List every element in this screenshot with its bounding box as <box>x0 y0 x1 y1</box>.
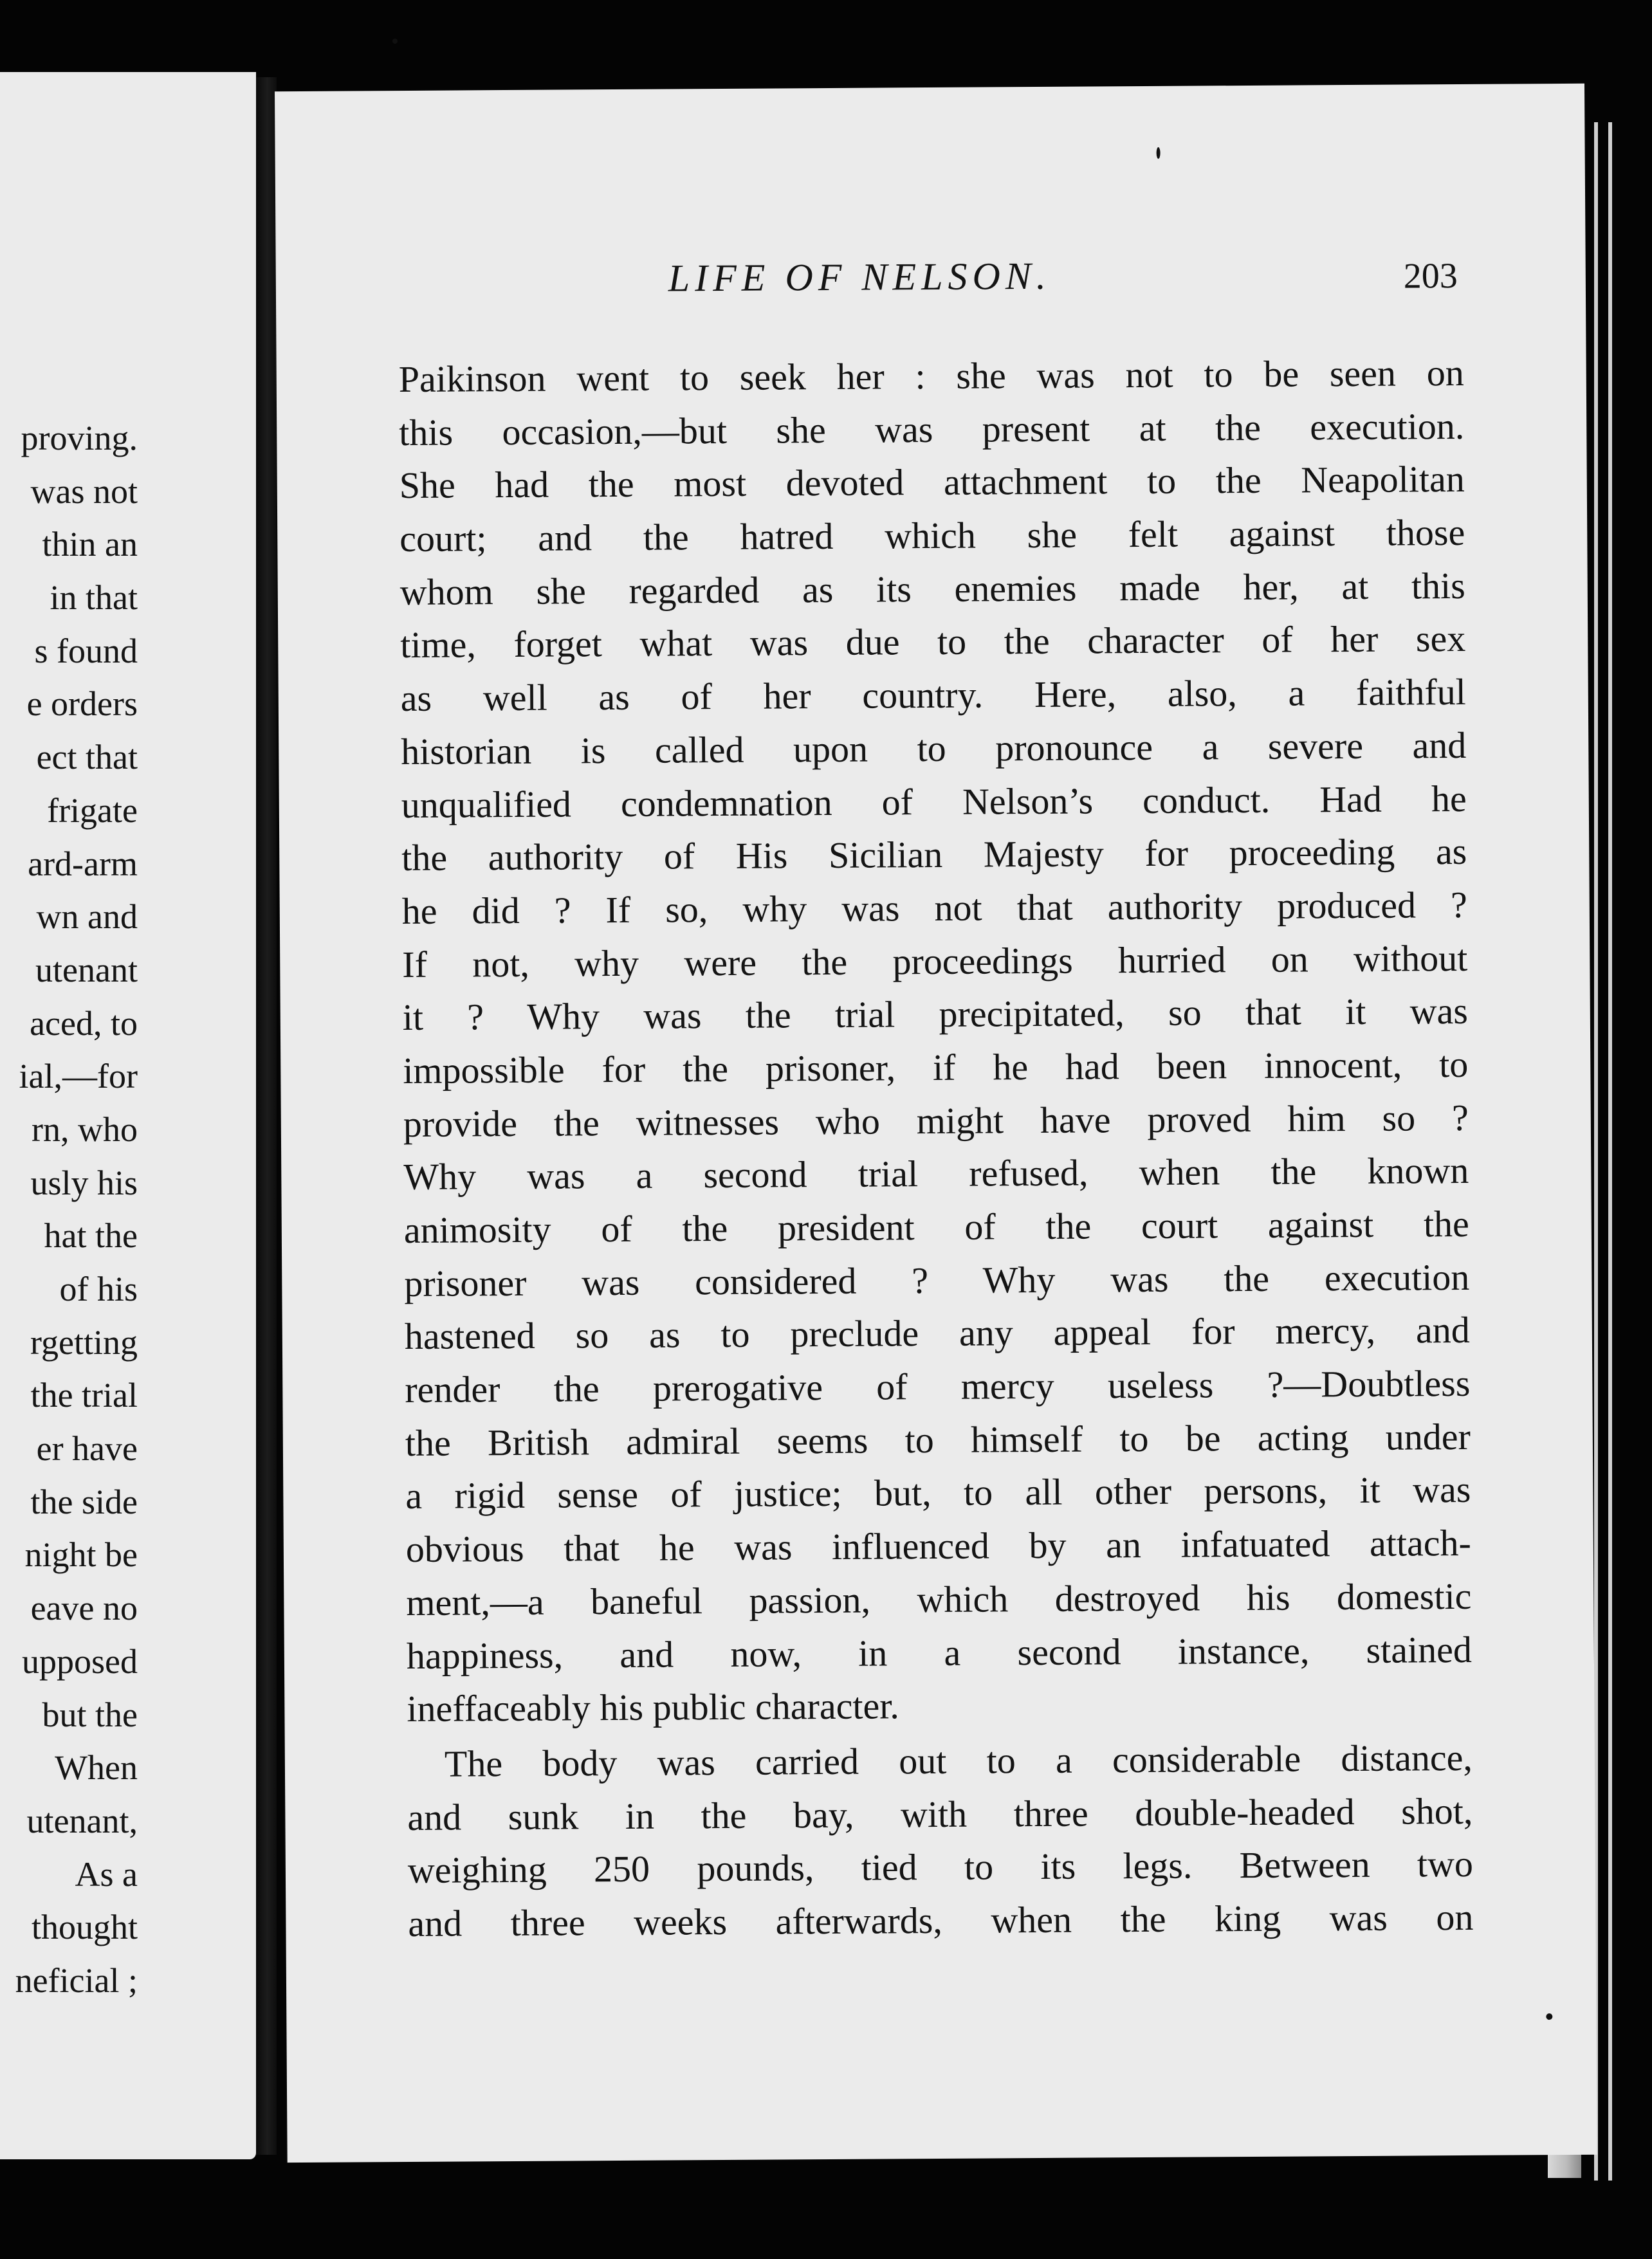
left-line: upposed <box>22 1642 138 1681</box>
text-line: this occasion,—but she was present at the execution. <box>399 405 1465 453</box>
left-line: thin an <box>42 525 138 564</box>
left-line: rn, who <box>32 1110 138 1149</box>
text-line: a rigid sense of justice; but, to all other persons, it was <box>405 1468 1471 1517</box>
text-line: prisoner was considered ? Why was the execution <box>404 1256 1470 1304</box>
left-line: but the <box>42 1695 138 1734</box>
text-line: weighing 250 pounds, tied to its legs. Between two <box>407 1843 1474 1892</box>
text-line: The body was carried out to a considerable distance, <box>444 1736 1473 1785</box>
page-number: 203 <box>1403 255 1458 297</box>
text-line: hastened so as to preclude any appeal for mercy, and <box>404 1309 1471 1358</box>
text-line: impossible for the prisoner, if he had been innocent, to <box>403 1043 1469 1092</box>
text-line: court; and the hatred which she felt against those <box>399 511 1465 560</box>
left-line: When <box>55 1748 138 1788</box>
paragraph <box>407 1732 1474 1951</box>
left-line: As a <box>75 1854 138 1894</box>
text-line: ineffaceably his public character. <box>407 1685 900 1730</box>
text-line: historian is called upon to pronounce a severe and <box>401 724 1467 773</box>
left-line: s found <box>34 631 138 670</box>
left-line: ard-arm <box>28 844 138 883</box>
left-line: neficial ; <box>15 1961 138 2000</box>
left-line: usly his <box>30 1163 138 1202</box>
text-line: he did ? If so, why was not that authority produced ? <box>401 883 1467 932</box>
body-text <box>399 347 1474 1951</box>
text-line: the British admiral seems to himself to be acting under <box>405 1415 1471 1464</box>
left-line: the trial <box>30 1376 138 1415</box>
running-head: LIFE OF NELSON. <box>668 254 1052 300</box>
book-gutter <box>256 77 277 2155</box>
text-line: and three weeks afterwards, when the king was on <box>408 1896 1474 1944</box>
left-line: aced, to <box>30 1003 138 1043</box>
page-edge-line <box>1608 122 1612 2181</box>
left-line: wn and <box>36 897 138 937</box>
text-line: unqualified condemnation of Nelson’s conduct. Had he <box>401 777 1467 826</box>
text-line: provide the witnesses who might have proved him so ? <box>403 1096 1469 1145</box>
left-line: ect that <box>36 738 138 777</box>
text-line: and sunk in the bay, with three double-headed shot, <box>407 1789 1473 1838</box>
left-facing-page <box>0 72 256 2159</box>
left-line: of his <box>59 1270 138 1308</box>
text-line: She had the most devoted attachment to the Neapolitan <box>399 458 1465 507</box>
left-line: was not <box>30 471 138 511</box>
text-line: it ? Why was the trial precipitated, so that it was <box>402 990 1468 1039</box>
text-line: animosity of the president of the court against the <box>403 1202 1470 1252</box>
left-line: the side <box>30 1482 138 1521</box>
left-line: frigate <box>47 791 138 830</box>
ink-speck <box>1546 2013 1552 2020</box>
text-line: obvious that he was influenced by an infatuated attach- <box>405 1522 1472 1571</box>
left-line: proving. <box>21 419 138 457</box>
left-page-text-fragments <box>0 412 138 2007</box>
left-line: ial,—for <box>19 1057 138 1096</box>
text-line: ment,—a baneful passion, which destroyed his domestic <box>406 1575 1472 1623</box>
left-line: eave no <box>30 1589 138 1628</box>
left-line: thought <box>31 1908 138 1947</box>
text-line: whom she regarded as its enemies made her, at this <box>399 564 1465 613</box>
text-line: Paikinson went to seek her : she was not to be seen on <box>398 351 1464 401</box>
paragraph <box>399 347 1473 1736</box>
left-line: e orders <box>26 684 138 724</box>
text-line: time, forget what was due to the character of her sex <box>400 617 1466 666</box>
text-line: If not, why were the proceedings hurried on without <box>402 937 1468 985</box>
left-line: utenant, <box>26 1801 138 1840</box>
text-line: as well as of her country. Here, also, a faithful <box>400 671 1466 720</box>
left-line: er have <box>36 1429 138 1468</box>
page-header <box>411 252 1456 335</box>
right-page <box>275 84 1597 2163</box>
left-line: night be <box>24 1535 138 1575</box>
ink-speck <box>392 39 398 44</box>
left-line: rgetting <box>30 1322 138 1362</box>
ink-speck <box>1157 147 1161 159</box>
text-line: happiness, and now, in a second instance, stained <box>406 1628 1473 1677</box>
text-line: Why was a second trial refused, when the known <box>403 1149 1469 1198</box>
left-line: hat the <box>44 1216 138 1256</box>
left-line: in that <box>50 578 138 617</box>
left-line: utenant <box>35 950 138 989</box>
text-line: the authority of His Sicilian Majesty for proceeding as <box>401 830 1467 879</box>
text-line: render the prerogative of mercy useless ?—Doubtless <box>405 1362 1471 1411</box>
